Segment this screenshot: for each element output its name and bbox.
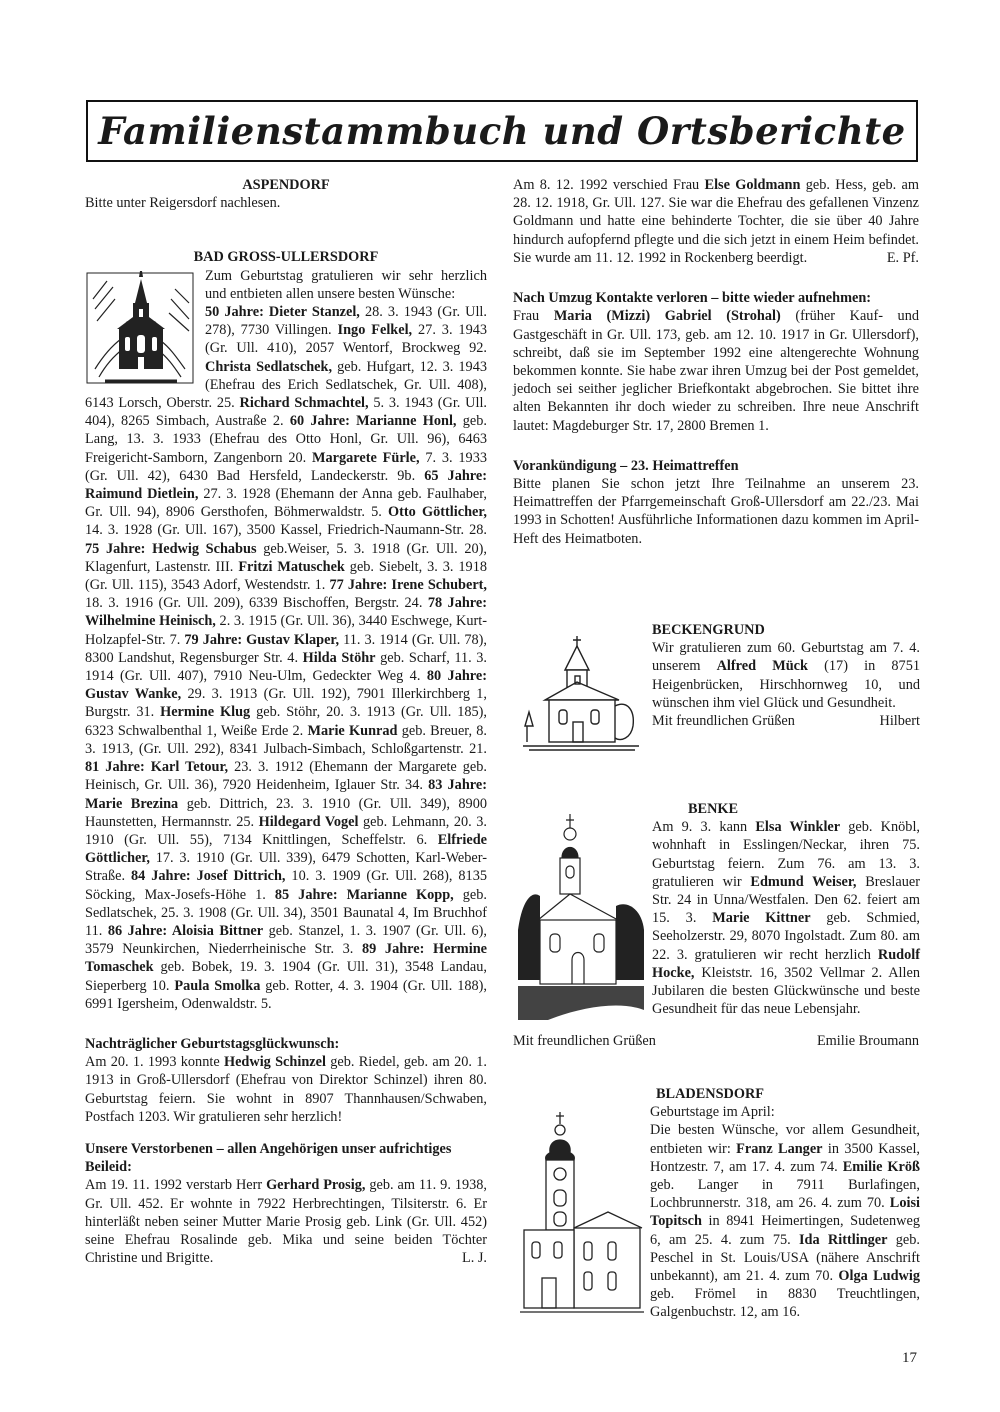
signature: L. J. [461, 1250, 487, 1267]
text-part: Die besten Wünsche, vor allem Gesundheit, entbieten wir: [650, 1122, 920, 1157]
person-name: Loisi Topitsch [650, 1195, 920, 1230]
entry-detail: geb. Dittrich, 23. 3. 1910 (Gr. Ull. 349), 8900 Haunstetten, Hermannstr. 25. [85, 795, 487, 830]
text-part: geb. Frömel in 8830 Treuchtlingen, Galgenbuchstr. 12, am 16. [650, 1286, 920, 1321]
church-tower-sketch-icon [518, 810, 644, 1030]
benke-section [652, 800, 920, 1018]
text-part: Wir gratulieren zum 60. Geburtstag am 7. 4. unserem [652, 640, 920, 675]
benke-text [652, 818, 920, 1018]
chapel-sketch-icon [515, 630, 645, 755]
jubilee-entry: 86 Jahre: Aloisia Bittner [107, 922, 264, 939]
entry-detail: geb. Lehmann, 20. 3. 1910 (Gr. Ull. 55), 7134 Knittlingen, Scheffelstr. 6. [85, 813, 487, 848]
text-part: Breslauer Str. 24 in Unna/Westfalen. Den 62. feiert am 15. 3. [652, 873, 920, 927]
text-part: Am 8. 12. 1992 verschied Frau [513, 177, 705, 193]
person-name: Else Goldmann [704, 177, 801, 193]
entry-detail: 7. 3. 1933 (Gr. Ull. 42), 6430 Bad Hersfeld, Landeckerstr. 9b. [85, 449, 487, 484]
benke-illustration [518, 810, 644, 1030]
entry-detail: geb. Stöhr, 20. 3. 1913 (Gr. Ull. 185), 6323 Schwalbenthal 1, Weiße Erde 2. [85, 704, 488, 739]
greeting: Mit freundlichen Grüßen [513, 1033, 656, 1049]
church-illustration [85, 269, 197, 387]
text-part: Am 9. 3. kann [652, 819, 756, 836]
person-name: Hedwig Schinzel [223, 1054, 326, 1071]
bladensdorf-section [650, 1085, 920, 1322]
jubilee-entry: 89 Jahre: Hermine Tomaschek [85, 941, 487, 976]
person-name: Franz Langer [736, 1140, 823, 1157]
greeting: Mit freundlichen Grüßen [652, 713, 795, 730]
jubilee-entry: 79 Jahre: Gustav Klaper, [184, 631, 340, 648]
person-name: Gerhard Prosig, [266, 1177, 366, 1194]
church-woodcut-icon [85, 269, 197, 387]
entry-detail: geb. Breuer, 8. 3. 1913, (Gr. Ull. 292), 8341 Julbach-Simbach, Schloßgartenstr. 21. [85, 722, 488, 757]
entry-detail: geb. Bobek, 19. 3. 1904 (Gr. Ull. 31), 3548 Landau, Sieperberg 10. [85, 959, 487, 994]
nachtraeglich-text [85, 1053, 487, 1126]
page-title: Familienstammbuch und Ortsberichte [98, 109, 906, 153]
person-name: Marie Kittner [712, 910, 811, 927]
bladensdorf-illustration [520, 1108, 644, 1328]
jubilee-entry: 75 Jahre: Hedwig Schabus [85, 540, 257, 557]
aspendorf-text: Bitte unter Reigersdorf nachlesen. [85, 195, 281, 212]
text-part: geb. Knöbl, wohnhaft in Esslingen/Neckar, ihren 75. Geburtstag feiern. Zum 76. am 13. 3. gratulieren wir [652, 819, 920, 890]
beckengrund-text [652, 639, 920, 712]
jubilee-entry: 65 Jahre: Raimund Dietlein, [85, 467, 487, 503]
jubilee-entry: 78 Jahre: Wilhelmine Heinisch, [85, 595, 487, 630]
person-name: Alfred Mück [716, 658, 808, 675]
heading-verstorbene: Unsere Verstorbenen – allen Angehörigen unser aufrichtiges Beileid: [85, 1140, 452, 1176]
text-part: in 3500 Kassel, Hontzestr. 7, am 17. 4. zum 74. [650, 1140, 920, 1175]
person-name: Edmund Weiser, [750, 873, 857, 890]
jubilee-entry: Hilda Stöhr [302, 649, 376, 666]
entry-detail: 10. 3. 1909 (Gr. Ull. 268), 8135 Söcking, Max-Josefs-Höhe 1. [85, 868, 487, 903]
beckengrund-section [652, 621, 920, 730]
entry-detail: 11. 3. 1914 (Gr. Ull. 78), 8300 Landshut, Regensburger Str. 4. [85, 631, 487, 666]
text-part: Kleiststr. 16, 3502 Vellmar 2. Allen Jubilaren die besten Glückwünsche und beste Gesundheit für das neue Lebensjahr. [652, 964, 920, 1018]
umzug-text [513, 307, 919, 434]
entry-detail: geb. Scharf, 11. 3. 1914 (Gr. Ull. 407), 7910 Neu-Ulm, Gedeckter Weg 4. [85, 649, 487, 685]
heading-vorankuendigung: Vorankündigung – 23. Heimattreffen [513, 457, 739, 474]
jubilee-entry: Richard Schmachtel, [239, 395, 369, 412]
beckengrund-illustration [515, 630, 645, 755]
vorankuendigung-text: Bitte planen Sie schon jetzt Ihre Teilnahme an unserem 23. Heimattreffen der Pfarrgemeinschaft Groß-Ullersdorf am 22./23. Mai 1993 in Schotten! Ausführliche Informationen dazu kommen im April-Heft des Heimatboten. [513, 476, 919, 547]
text-part: Frau [513, 308, 554, 325]
section-heading-bladensdorf: BLADENSDORF [656, 1086, 765, 1102]
person-name: Ida Rittlinger [798, 1231, 888, 1248]
entry-detail: 27. 3. 1928 (Ehemann der Anna geb. Faulhaber, Gr. Ull. 94), 8906 Gersthofen, Böhmerwaldstr. 5. [85, 486, 487, 521]
bladensdorf-subheading: Geburtstage im April: [650, 1104, 775, 1121]
jubilee-entry: Paula Smolka [174, 977, 261, 994]
entry-detail: geb. Hufgart, 12. 3. 1943 (Ehefrau des Erich Sedlatschek, Gr. Ull. 408), 6143 Lorsch, Oberstr. 25. [85, 358, 488, 412]
text-part: geb. Riedel, geb. am 20. 1. 1913 in Groß-Ullersdorf (Ehefrau von Direktor Schinzel) ihren 80. Geburtstag feiern. Sie wohnt in 8907 Thannhausen/Schwaben, Postfach 1203. Wir gratulieren sehr herzlich! [85, 1054, 487, 1125]
heading-nachtraeglich: Nachträglicher Geburtstagsglückwunsch: [85, 1035, 340, 1052]
person-name: Rudolf Hocke, [652, 946, 920, 981]
signature: E. Pf. [886, 250, 919, 267]
section-heading-bad-gross-ullersdorf: BAD GROSS-ULLERSDORF [193, 249, 379, 266]
jubilee-entry: 80 Jahre: Gustav Wanke, [85, 668, 487, 703]
heading-umzug: Nach Umzug Kontakte verloren – bitte wieder aufnehmen: [513, 290, 872, 307]
text-part: Am 20. 1. 1993 konnte [85, 1054, 224, 1071]
person-name: Emilie Kröß [842, 1158, 921, 1175]
entry-detail: 28. 3. 1943 (Gr. Ull. 278), 7730 Villingen. [205, 304, 487, 339]
text-part: Am 19. 11. 1992 verstarb Herr [85, 1177, 267, 1194]
jubilee-entry: 85 Jahre: Marianne Kopp, [274, 886, 454, 903]
jubilee-entry: Elfriede Göttlicher, [85, 831, 487, 867]
jubilee-entry: 60 Jahre: Marianne Honl, [289, 413, 457, 430]
entry-detail: 14. 3. 1928 (Gr. Ull. 167), 3500 Kassel, Friedrich-Naumann-Str. 28. [85, 522, 487, 539]
jubilee-entry: Marie Kunrad [307, 722, 398, 739]
text-part: (früher Kauf- und Gastgeschäft in Gr. Ull. 173, geb. am 12. 10. 1917 in Gr. Ullersdorf), schreibt, daß sie im September 1992 eine altengerechte Wohnung bekommen konnte. Sie habe zwar ihren Umzug bei der Post gemeldet, jedoch sei seither jeglicher Briefkontakt abgebrochen. Sie bittet ihre alten Bekannten ihr doch wieder zu schreiben. Ihre neue Anschrift lautet: Magdeburger Str. 17, 2800 Bremen 1. [513, 308, 919, 434]
right-column [513, 176, 919, 548]
entry-detail: 23. 3. 1912 (Ehemann der Margarete geb. Heinisch, Gr. Ull. 36), 7920 Heidenheim, Iglauer Str. 34. [85, 759, 487, 794]
entry-detail: geb. Sedlatschek, 25. 3. 1908 (Gr. Ull. 34), 3501 Baunatal 4, Im Bruchhof 11. [85, 886, 487, 939]
text-part: (17) in 8751 Heigenbrücken, Hirschhornweg 10, und wünschen ihm viel Glück und Gesundheit. [652, 658, 920, 711]
entry-detail: 2. 3. 1915 (Gr. Ull. 36), 3440 Eschwege, Kurt-Holzapfel-Str. 7. [85, 613, 487, 648]
jubilee-entry: Hermine Klug [160, 704, 251, 721]
jubilee-entry: 81 Jahre: Karl Tetour, [85, 759, 229, 776]
signature: Hilbert [879, 713, 920, 730]
baroque-church-sketch-icon [520, 1108, 644, 1328]
page-number: 17 [902, 1350, 917, 1366]
entry-detail: geb. Stanzel, 1. 3. 1907 (Gr. Ull. 6), 3579 Neunkirchen, Niederrheinische Str. 3. [85, 922, 488, 958]
text-part: in 8941 Heimertingen, Sudetenweg 6, am 25. 4. zum 75. [650, 1213, 920, 1248]
jubilee-entry: 77 Jahre: Irene Schubert, [329, 577, 487, 594]
entry-detail: 18. 3. 1916 (Gr. Ull. 209), 6339 Bischoffen, Bergstr. 24. [85, 595, 428, 612]
benke-signature-row [513, 1032, 919, 1050]
jubilee-entry: 50 Jahre: Dieter Stanzel, [205, 304, 360, 321]
person-name: Maria (Mizzi) Gabriel (Strohal) [553, 308, 781, 325]
entry-detail: 5. 3. 1943 (Gr. Ull. 404), 8265 Simbach, Austraße 2. [85, 395, 487, 430]
entry-detail: 29. 3. 1913 (Gr. Ull. 192), 7901 Illerkirchberg 1, Burgstr. 31. [85, 686, 487, 721]
jubilee-entry: 84 Jahre: Josef Dittrich, [131, 868, 286, 885]
text-part: geb. am 11. 9. 1938, Gr. Ull. 452. Er wohnte in 7922 Herbrechtingen, Tilsiterstr. 6. Er hinterläßt neben seiner Mutter Marie Prosig geb. Link (Gr. Ull. 452) seine Ehefrau Rosalinde geb. Mika und seine beiden Töchter Christine und Brigitte. [85, 1177, 487, 1267]
jubilee-entry: Otto Göttlicher, [388, 504, 487, 521]
jubilee-entry: 83 Jahre: Marie Brezina [85, 777, 487, 812]
jubilee-entry: Margarete Fürle, [312, 449, 420, 466]
header-banner [86, 100, 918, 162]
text-part: geb. Langer in 7911 Burlafingen, Lochbrunnerstr. 318, am 26. 4. zum 70. [650, 1177, 920, 1212]
entry-detail: geb.Weiser, 5. 3. 1918 (Gr. Ull. 20), Klagenfurt, Lastenstr. III. [85, 540, 487, 575]
entry-detail: 27. 3. 1943 (Gr. Ull. 410), 2057 Wentorf, Brockweg 92. [205, 322, 488, 357]
section-heading-beckengrund: BECKENGRUND [652, 622, 765, 638]
jubilee-entry: Hildegard Vogel [258, 813, 359, 830]
section-heading-benke: BENKE [688, 801, 739, 817]
bgu-intro: Zum Geburtstag gratulieren wir sehr herzlich und entbieten allen unsere besten Wünsche: [205, 267, 487, 302]
person-name: Elsa Winkler [755, 819, 841, 836]
section-heading-aspendorf: ASPENDORF [242, 177, 330, 193]
jubilee-entry: Ingo Felkel, [337, 322, 413, 339]
entry-detail: geb. Rotter, 4. 3. 1904 (Gr. Ull. 188), 6991 Igersheim, Odenwaldstr. 5. [85, 977, 487, 1012]
signature: Emilie Broumann [816, 1033, 919, 1049]
text-part: geb. Peschel in St. Louis/USA (nähere Anschrift unbekannt), am 21. 4. zum 70. [650, 1231, 921, 1285]
entry-detail: geb. Siebelt, 3. 3. 1918 (Gr. Ull. 115), 3543 Adorf, Westendstr. 1. [85, 558, 487, 594]
bladensdorf-text [650, 1121, 920, 1321]
person-name: Olga Ludwig [838, 1268, 920, 1285]
entry-detail: 17. 3. 1910 (Gr. Ull. 339), 6479 Schotten, Karl-Weber-Straße. [85, 850, 487, 885]
jubilee-entry: Christa Sedlatschek, [205, 358, 333, 375]
text-part: geb. Schmied, Seeholzerstr. 29, 8070 Ingolstadt. Zum 80. am 22. 3. gratulieren wir recht herzlich [652, 910, 920, 963]
text-part: geb. Hess, geb. am 28. 12. 1918, Gr. Ull. 127. Sie war die Ehefrau des gefallenen Vinzenz Goldmann und hatte eine behinderte Tochter, die sie über 40 Jahre hindurch aufopfernd pflegte und die sich jetzt in einem Heim befindet. Sie wurde am 11. 12. 1992 in Rockenberg beerdigt. [513, 177, 919, 266]
left-column [85, 176, 487, 1268]
entry-detail: geb. Lang, 13. 3. 1933 (Ehefrau des Otto Honl, Gr. Ull. 96), 6463 Freigericht-Samborn, Zangenborn 20. [85, 413, 487, 466]
jubilee-entry: Fritzi Matuschek [238, 558, 345, 575]
